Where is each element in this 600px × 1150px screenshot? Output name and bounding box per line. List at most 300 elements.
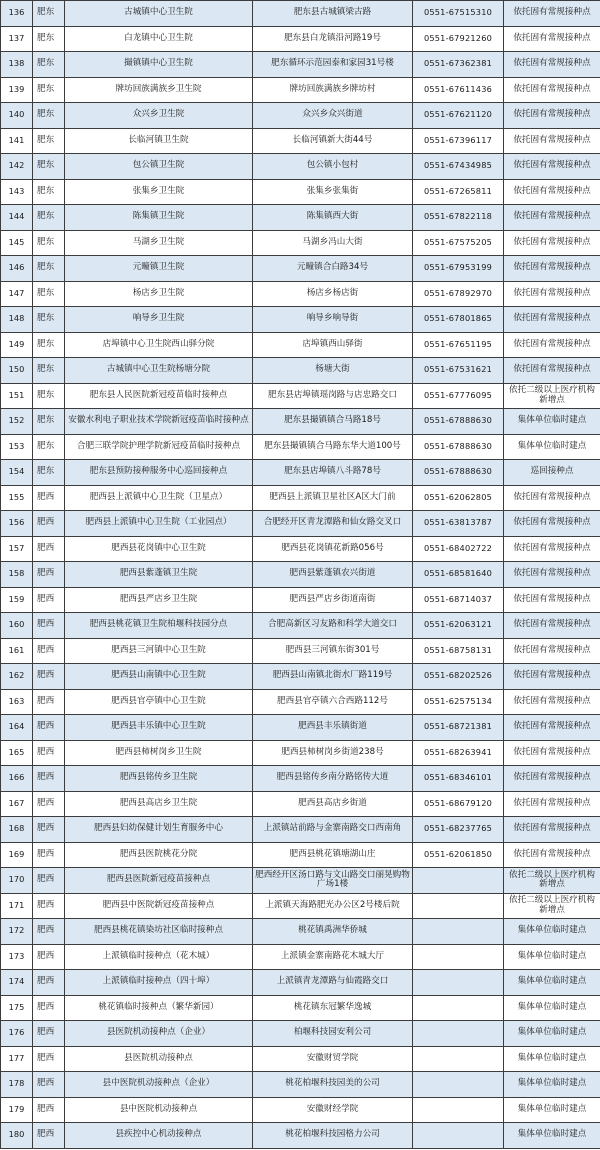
cell-number: 162 — [1, 664, 33, 690]
cell-site-type: 依托固有常规接种点 — [504, 638, 600, 664]
cell-site-type: 依托固有常规接种点 — [504, 205, 600, 231]
cell-district: 肥东 — [33, 205, 65, 231]
cell-address: 肥西县山南镇北街水厂路119号 — [253, 664, 413, 690]
cell-site-name: 陈集镇卫生院 — [65, 205, 253, 231]
cell-address: 店埠镇西山驿街 — [253, 332, 413, 358]
cell-site-type: 集体单位临时建点 — [504, 970, 600, 996]
table-row — [1, 358, 600, 384]
cell-address: 桃花镇东冠繁华逸城 — [253, 995, 413, 1021]
cell-site-name: 肥西县妇幼保健计划生育服务中心 — [65, 817, 253, 843]
table-row — [1, 332, 600, 358]
cell-site-type: 依托固有常规接种点 — [504, 485, 600, 511]
table-row — [1, 103, 600, 129]
cell-site-type: 依托固有常规接种点 — [504, 842, 600, 868]
cell-site-name: 元疃镇卫生院 — [65, 256, 253, 282]
cell-address: 安徽财贸学院 — [253, 1046, 413, 1072]
cell-number: 164 — [1, 715, 33, 741]
cell-site-type: 依托固有常规接种点 — [504, 179, 600, 205]
table-row — [1, 52, 600, 78]
cell-site-type: 依托二级以上医疗机构新增点 — [504, 893, 600, 919]
cell-district: 肥东 — [33, 332, 65, 358]
cell-district: 肥东 — [33, 26, 65, 52]
table-row — [1, 1072, 600, 1098]
cell-address: 杨店乡杨店街 — [253, 281, 413, 307]
cell-site-name: 古城镇中心卫生院 — [65, 1, 253, 27]
cell-district: 肥东 — [33, 358, 65, 384]
cell-number: 140 — [1, 103, 33, 129]
cell-district: 肥东 — [33, 230, 65, 256]
cell-site-name: 肥西县上派镇中心卫生院（工业园点） — [65, 511, 253, 537]
cell-number: 172 — [1, 919, 33, 945]
cell-district: 肥东 — [33, 77, 65, 103]
cell-phone — [413, 970, 504, 996]
cell-district: 肥西 — [33, 715, 65, 741]
table-row — [1, 460, 600, 486]
table-row — [1, 817, 600, 843]
cell-site-type: 依托固有常规接种点 — [504, 689, 600, 715]
cell-district: 肥西 — [33, 766, 65, 792]
cell-site-name: 肥西县山南镇中心卫生院 — [65, 664, 253, 690]
cell-site-name: 肥西县紫蓬镇卫生院 — [65, 562, 253, 588]
table-row — [1, 893, 600, 919]
table-row — [1, 205, 600, 231]
cell-phone: 0551-67265811 — [413, 179, 504, 205]
cell-district: 肥西 — [33, 638, 65, 664]
cell-site-name: 肥西县三河镇中心卫生院 — [65, 638, 253, 664]
table-row — [1, 434, 600, 460]
cell-address: 肥东县店埠镇瑶岗路与店忠路交口 — [253, 383, 413, 409]
cell-site-name: 肥西县高店乡卫生院 — [65, 791, 253, 817]
cell-phone — [413, 995, 504, 1021]
cell-site-name: 白龙镇中心卫生院 — [65, 26, 253, 52]
cell-site-type: 集体单位临时建点 — [504, 434, 600, 460]
cell-address: 上派镇金寨南路花木城大厅 — [253, 944, 413, 970]
cell-number: 153 — [1, 434, 33, 460]
cell-number: 150 — [1, 358, 33, 384]
cell-site-type: 依托固有常规接种点 — [504, 766, 600, 792]
cell-address: 肥西县官亭镇六合西路112号 — [253, 689, 413, 715]
cell-site-type: 依托固有常规接种点 — [504, 332, 600, 358]
cell-number: 152 — [1, 409, 33, 435]
cell-district: 肥西 — [33, 791, 65, 817]
cell-number: 169 — [1, 842, 33, 868]
cell-address: 肥东县撮镇镇合马路18号 — [253, 409, 413, 435]
cell-phone — [413, 1021, 504, 1047]
cell-site-name: 撮镇镇中心卫生院 — [65, 52, 253, 78]
table-row — [1, 944, 600, 970]
cell-site-name: 店埠镇中心卫生院西山驿分院 — [65, 332, 253, 358]
cell-phone: 0551-68758131 — [413, 638, 504, 664]
cell-address: 上派镇青龙潭路与仙霞路交口 — [253, 970, 413, 996]
cell-phone: 0551-68237765 — [413, 817, 504, 843]
cell-number: 171 — [1, 893, 33, 919]
cell-site-type: 依托二级以上医疗机构新增点 — [504, 868, 600, 894]
cell-site-name: 肥西县官亭镇中心卫生院 — [65, 689, 253, 715]
cell-address: 陈集镇西大街 — [253, 205, 413, 231]
cell-district: 肥东 — [33, 434, 65, 460]
cell-district: 肥东 — [33, 52, 65, 78]
cell-address: 肥西县花岗镇花新路056号 — [253, 536, 413, 562]
cell-number: 178 — [1, 1072, 33, 1098]
table-row — [1, 740, 600, 766]
cell-site-type: 依托固有常规接种点 — [504, 715, 600, 741]
cell-district: 肥西 — [33, 587, 65, 613]
cell-district: 肥西 — [33, 919, 65, 945]
cell-district: 肥西 — [33, 689, 65, 715]
cell-phone: 0551-67953199 — [413, 256, 504, 282]
cell-number: 154 — [1, 460, 33, 486]
cell-address: 肥东县古城镇梁古路 — [253, 1, 413, 27]
cell-number: 149 — [1, 332, 33, 358]
cell-site-type: 集体单位临时建点 — [504, 409, 600, 435]
cell-site-type: 集体单位临时建点 — [504, 1097, 600, 1123]
cell-address: 肥西县高店乡街道 — [253, 791, 413, 817]
table-row — [1, 689, 600, 715]
cell-address: 响导乡响导街 — [253, 307, 413, 333]
cell-site-type: 依托固有常规接种点 — [504, 281, 600, 307]
cell-site-name: 肥西县桃花镇卫生院柏堰科技园分点 — [65, 613, 253, 639]
cell-district: 肥西 — [33, 995, 65, 1021]
table-row — [1, 562, 600, 588]
cell-site-name: 肥西县上派镇中心卫生院（卫星点） — [65, 485, 253, 511]
table-row — [1, 536, 600, 562]
table-row — [1, 995, 600, 1021]
cell-phone: 0551-67822118 — [413, 205, 504, 231]
cell-site-name: 肥西县医院新冠疫苗接种点 — [65, 868, 253, 894]
table-row — [1, 128, 600, 154]
cell-site-type: 依托二级以上医疗机构新增点 — [504, 383, 600, 409]
cell-site-name: 上派镇临时接种点（花木城） — [65, 944, 253, 970]
cell-phone: 0551-67888630 — [413, 434, 504, 460]
cell-address: 肥东县店埠镇八斗路78号 — [253, 460, 413, 486]
cell-address: 肥西县丰乐镇街道 — [253, 715, 413, 741]
cell-address: 桃花镇禹洲华侨城 — [253, 919, 413, 945]
cell-address: 肥东县撮镇镇合马路东华大道100号 — [253, 434, 413, 460]
cell-district: 肥西 — [33, 613, 65, 639]
table-row — [1, 970, 600, 996]
cell-address: 肥西县紫蓬镇农兴街道 — [253, 562, 413, 588]
cell-phone: 0551-62062805 — [413, 485, 504, 511]
cell-phone: 0551-68581640 — [413, 562, 504, 588]
cell-phone: 0551-68263941 — [413, 740, 504, 766]
cell-number: 177 — [1, 1046, 33, 1072]
cell-district: 肥西 — [33, 970, 65, 996]
cell-number: 165 — [1, 740, 33, 766]
cell-site-type: 依托固有常规接种点 — [504, 587, 600, 613]
cell-site-name: 肥西县严店乡卫生院 — [65, 587, 253, 613]
cell-address: 肥西县严店乡街道南街 — [253, 587, 413, 613]
cell-district: 肥东 — [33, 103, 65, 129]
cell-district: 肥东 — [33, 256, 65, 282]
cell-site-name: 众兴乡卫生院 — [65, 103, 253, 129]
table-row — [1, 485, 600, 511]
cell-district: 肥东 — [33, 281, 65, 307]
cell-address: 肥东县白龙镇沿河路19号 — [253, 26, 413, 52]
cell-phone: 0551-67921260 — [413, 26, 504, 52]
cell-site-type: 依托固有常规接种点 — [504, 511, 600, 537]
cell-number: 146 — [1, 256, 33, 282]
cell-site-name: 合肥三联学院护理学院新冠疫苗临时接种点 — [65, 434, 253, 460]
cell-district: 肥东 — [33, 154, 65, 180]
cell-number: 144 — [1, 205, 33, 231]
cell-site-name: 长临河镇卫生院 — [65, 128, 253, 154]
cell-phone: 0551-62575134 — [413, 689, 504, 715]
cell-number: 179 — [1, 1097, 33, 1123]
cell-phone: 0551-62063121 — [413, 613, 504, 639]
cell-site-name: 肥西县丰乐镇中心卫生院 — [65, 715, 253, 741]
cell-site-name: 肥西县医院桃花分院 — [65, 842, 253, 868]
table-row — [1, 1123, 600, 1149]
cell-site-type: 依托固有常规接种点 — [504, 664, 600, 690]
cell-district: 肥西 — [33, 740, 65, 766]
cell-number: 145 — [1, 230, 33, 256]
cell-site-name: 肥西县中医院新冠疫苗接种点 — [65, 893, 253, 919]
table-row — [1, 868, 600, 894]
table-row — [1, 154, 600, 180]
cell-address: 合肥经开区青龙潭路和仙女路交叉口 — [253, 511, 413, 537]
cell-number: 166 — [1, 766, 33, 792]
cell-phone: 0551-68346101 — [413, 766, 504, 792]
cell-address: 柏堰科技园安利公司 — [253, 1021, 413, 1047]
cell-phone — [413, 1046, 504, 1072]
cell-site-type: 依托固有常规接种点 — [504, 613, 600, 639]
cell-number: 170 — [1, 868, 33, 894]
cell-address: 合肥高新区习友路和科学大道交口 — [253, 613, 413, 639]
cell-district: 肥西 — [33, 562, 65, 588]
cell-number: 174 — [1, 970, 33, 996]
cell-number: 151 — [1, 383, 33, 409]
cell-site-type: 集体单位临时建点 — [504, 919, 600, 945]
cell-number: 173 — [1, 944, 33, 970]
cell-number: 168 — [1, 817, 33, 843]
cell-district: 肥西 — [33, 817, 65, 843]
cell-site-name: 县医院机动接种点 — [65, 1046, 253, 1072]
cell-site-type: 集体单位临时建点 — [504, 1123, 600, 1149]
cell-site-name: 肥东县人民医院新冠疫苗临时接种点 — [65, 383, 253, 409]
cell-number: 157 — [1, 536, 33, 562]
cell-site-type: 依托固有常规接种点 — [504, 154, 600, 180]
cell-number: 138 — [1, 52, 33, 78]
cell-phone — [413, 919, 504, 945]
cell-district: 肥西 — [33, 485, 65, 511]
cell-number: 137 — [1, 26, 33, 52]
cell-number: 147 — [1, 281, 33, 307]
cell-phone — [413, 944, 504, 970]
cell-phone: 0551-67651195 — [413, 332, 504, 358]
cell-district: 肥西 — [33, 511, 65, 537]
cell-address: 张集乡张集街 — [253, 179, 413, 205]
cell-district: 肥西 — [33, 1046, 65, 1072]
cell-number: 167 — [1, 791, 33, 817]
cell-number: 160 — [1, 613, 33, 639]
cell-address: 肥西县铭传乡南分路铭传大道 — [253, 766, 413, 792]
cell-site-type: 依托固有常规接种点 — [504, 791, 600, 817]
cell-site-name: 县医院机动接种点（企业） — [65, 1021, 253, 1047]
cell-site-name: 肥西县花岗镇中心卫生院 — [65, 536, 253, 562]
cell-district: 肥东 — [33, 179, 65, 205]
cell-phone: 0551-67776095 — [413, 383, 504, 409]
table-row — [1, 1046, 600, 1072]
cell-phone: 0551-67362381 — [413, 52, 504, 78]
cell-number: 163 — [1, 689, 33, 715]
cell-number: 156 — [1, 511, 33, 537]
table-row — [1, 715, 600, 741]
cell-district: 肥西 — [33, 868, 65, 894]
cell-phone: 0551-68721381 — [413, 715, 504, 741]
cell-site-type: 依托固有常规接种点 — [504, 77, 600, 103]
table-body — [1, 1, 600, 1149]
cell-phone — [413, 1072, 504, 1098]
cell-address: 肥西县桃花镇塘湖山庄 — [253, 842, 413, 868]
cell-phone: 0551-67611436 — [413, 77, 504, 103]
cell-address: 上派镇站前路与金寨南路交口西南角 — [253, 817, 413, 843]
cell-number: 180 — [1, 1123, 33, 1149]
cell-number: 175 — [1, 995, 33, 1021]
cell-site-type: 依托固有常规接种点 — [504, 52, 600, 78]
table-row — [1, 1021, 600, 1047]
cell-district: 肥东 — [33, 460, 65, 486]
cell-phone: 0551-63813787 — [413, 511, 504, 537]
cell-district: 肥西 — [33, 1021, 65, 1047]
cell-phone: 0551-67515310 — [413, 1, 504, 27]
cell-address: 肥西县柿树岗乡街道238号 — [253, 740, 413, 766]
cell-address: 桃花柏堰科技园格力公司 — [253, 1123, 413, 1149]
cell-number: 141 — [1, 128, 33, 154]
cell-phone: 0551-67621120 — [413, 103, 504, 129]
cell-district: 肥西 — [33, 944, 65, 970]
cell-site-name: 响导乡卫生院 — [65, 307, 253, 333]
cell-district: 肥西 — [33, 1097, 65, 1123]
cell-site-name: 县疾控中心机动接种点 — [65, 1123, 253, 1149]
cell-number: 155 — [1, 485, 33, 511]
cell-site-type: 依托固有常规接种点 — [504, 26, 600, 52]
cell-number: 136 — [1, 1, 33, 27]
cell-site-name: 马湖乡卫生院 — [65, 230, 253, 256]
cell-site-name: 肥西县铭传乡卫生院 — [65, 766, 253, 792]
table-row — [1, 256, 600, 282]
cell-site-type: 集体单位临时建点 — [504, 995, 600, 1021]
table-row — [1, 307, 600, 333]
cell-phone: 0551-67396117 — [413, 128, 504, 154]
cell-site-type: 巡回接种点 — [504, 460, 600, 486]
cell-address: 肥西县三河镇东街301号 — [253, 638, 413, 664]
cell-address: 牌坊回族满族乡牌坊村 — [253, 77, 413, 103]
cell-address: 元疃镇合白路34号 — [253, 256, 413, 282]
table-row — [1, 281, 600, 307]
cell-site-name: 县中医院机动接种点 — [65, 1097, 253, 1123]
cell-site-type: 依托固有常规接种点 — [504, 358, 600, 384]
cell-phone — [413, 1123, 504, 1149]
cell-district: 肥西 — [33, 536, 65, 562]
cell-site-name: 肥西县桃花镇染坊社区临时接种点 — [65, 919, 253, 945]
cell-site-type: 依托固有常规接种点 — [504, 256, 600, 282]
cell-number: 158 — [1, 562, 33, 588]
cell-phone: 0551-68402722 — [413, 536, 504, 562]
cell-phone: 0551-67888630 — [413, 460, 504, 486]
cell-site-name: 肥西县柿树岗乡卫生院 — [65, 740, 253, 766]
table-row — [1, 383, 600, 409]
table-row — [1, 230, 600, 256]
cell-site-name: 杨店乡卫生院 — [65, 281, 253, 307]
cell-site-name: 县中医院机动接种点（企业） — [65, 1072, 253, 1098]
cell-site-name: 古城镇中心卫生院杨塘分院 — [65, 358, 253, 384]
table-row — [1, 842, 600, 868]
table-row — [1, 26, 600, 52]
cell-phone: 0551-67801865 — [413, 307, 504, 333]
cell-phone — [413, 1097, 504, 1123]
cell-district: 肥西 — [33, 1123, 65, 1149]
cell-site-name: 上派镇临时接种点（四十埠） — [65, 970, 253, 996]
cell-phone: 0551-68714037 — [413, 587, 504, 613]
cell-site-type: 依托固有常规接种点 — [504, 740, 600, 766]
cell-site-type: 集体单位临时建点 — [504, 1046, 600, 1072]
cell-district: 肥东 — [33, 383, 65, 409]
cell-district: 肥西 — [33, 1072, 65, 1098]
cell-site-name: 肥东县预防接种服务中心巡回接种点 — [65, 460, 253, 486]
cell-site-type: 依托固有常规接种点 — [504, 817, 600, 843]
table-row — [1, 77, 600, 103]
table-row — [1, 1, 600, 27]
table-row — [1, 638, 600, 664]
cell-district: 肥东 — [33, 1, 65, 27]
cell-site-type: 依托固有常规接种点 — [504, 307, 600, 333]
cell-district: 肥东 — [33, 409, 65, 435]
cell-site-type: 依托固有常规接种点 — [504, 103, 600, 129]
cell-number: 159 — [1, 587, 33, 613]
table-row — [1, 919, 600, 945]
cell-site-name: 包公镇卫生院 — [65, 154, 253, 180]
cell-address: 众兴乡众兴街道 — [253, 103, 413, 129]
cell-phone — [413, 868, 504, 894]
cell-number: 142 — [1, 154, 33, 180]
cell-site-name: 桃花镇临时接种点（繁华新园） — [65, 995, 253, 1021]
cell-site-type: 依托固有常规接种点 — [504, 536, 600, 562]
cell-number: 139 — [1, 77, 33, 103]
cell-district: 肥西 — [33, 893, 65, 919]
table-row — [1, 766, 600, 792]
cell-address: 上派镇天海路肥光办公区2号楼后院 — [253, 893, 413, 919]
cell-address: 肥西经开区汤口路与文山路交口丽晃购物广场1楼 — [253, 868, 413, 894]
cell-site-type: 依托固有常规接种点 — [504, 230, 600, 256]
cell-address: 桃花柏堰科技园美的公司 — [253, 1072, 413, 1098]
cell-number: 148 — [1, 307, 33, 333]
table-row — [1, 791, 600, 817]
table-row — [1, 179, 600, 205]
cell-address: 包公镇小包村 — [253, 154, 413, 180]
table-row — [1, 409, 600, 435]
cell-phone: 0551-62061850 — [413, 842, 504, 868]
cell-district: 肥东 — [33, 128, 65, 154]
table-row — [1, 1097, 600, 1123]
cell-phone: 0551-68202526 — [413, 664, 504, 690]
table-row — [1, 587, 600, 613]
cell-district: 肥西 — [33, 842, 65, 868]
cell-site-name: 安徽水利电子职业技术学院新冠疫苗临时接种点 — [65, 409, 253, 435]
cell-phone: 0551-67575205 — [413, 230, 504, 256]
table-row — [1, 613, 600, 639]
cell-phone — [413, 893, 504, 919]
cell-district: 肥西 — [33, 664, 65, 690]
cell-number: 161 — [1, 638, 33, 664]
cell-site-type: 集体单位临时建点 — [504, 1072, 600, 1098]
cell-site-type: 依托固有常规接种点 — [504, 1, 600, 27]
cell-phone: 0551-67892970 — [413, 281, 504, 307]
cell-site-name: 牌坊回族满族乡卫生院 — [65, 77, 253, 103]
cell-number: 176 — [1, 1021, 33, 1047]
cell-site-type: 集体单位临时建点 — [504, 1021, 600, 1047]
cell-address: 安徽财经学院 — [253, 1097, 413, 1123]
table-row — [1, 511, 600, 537]
